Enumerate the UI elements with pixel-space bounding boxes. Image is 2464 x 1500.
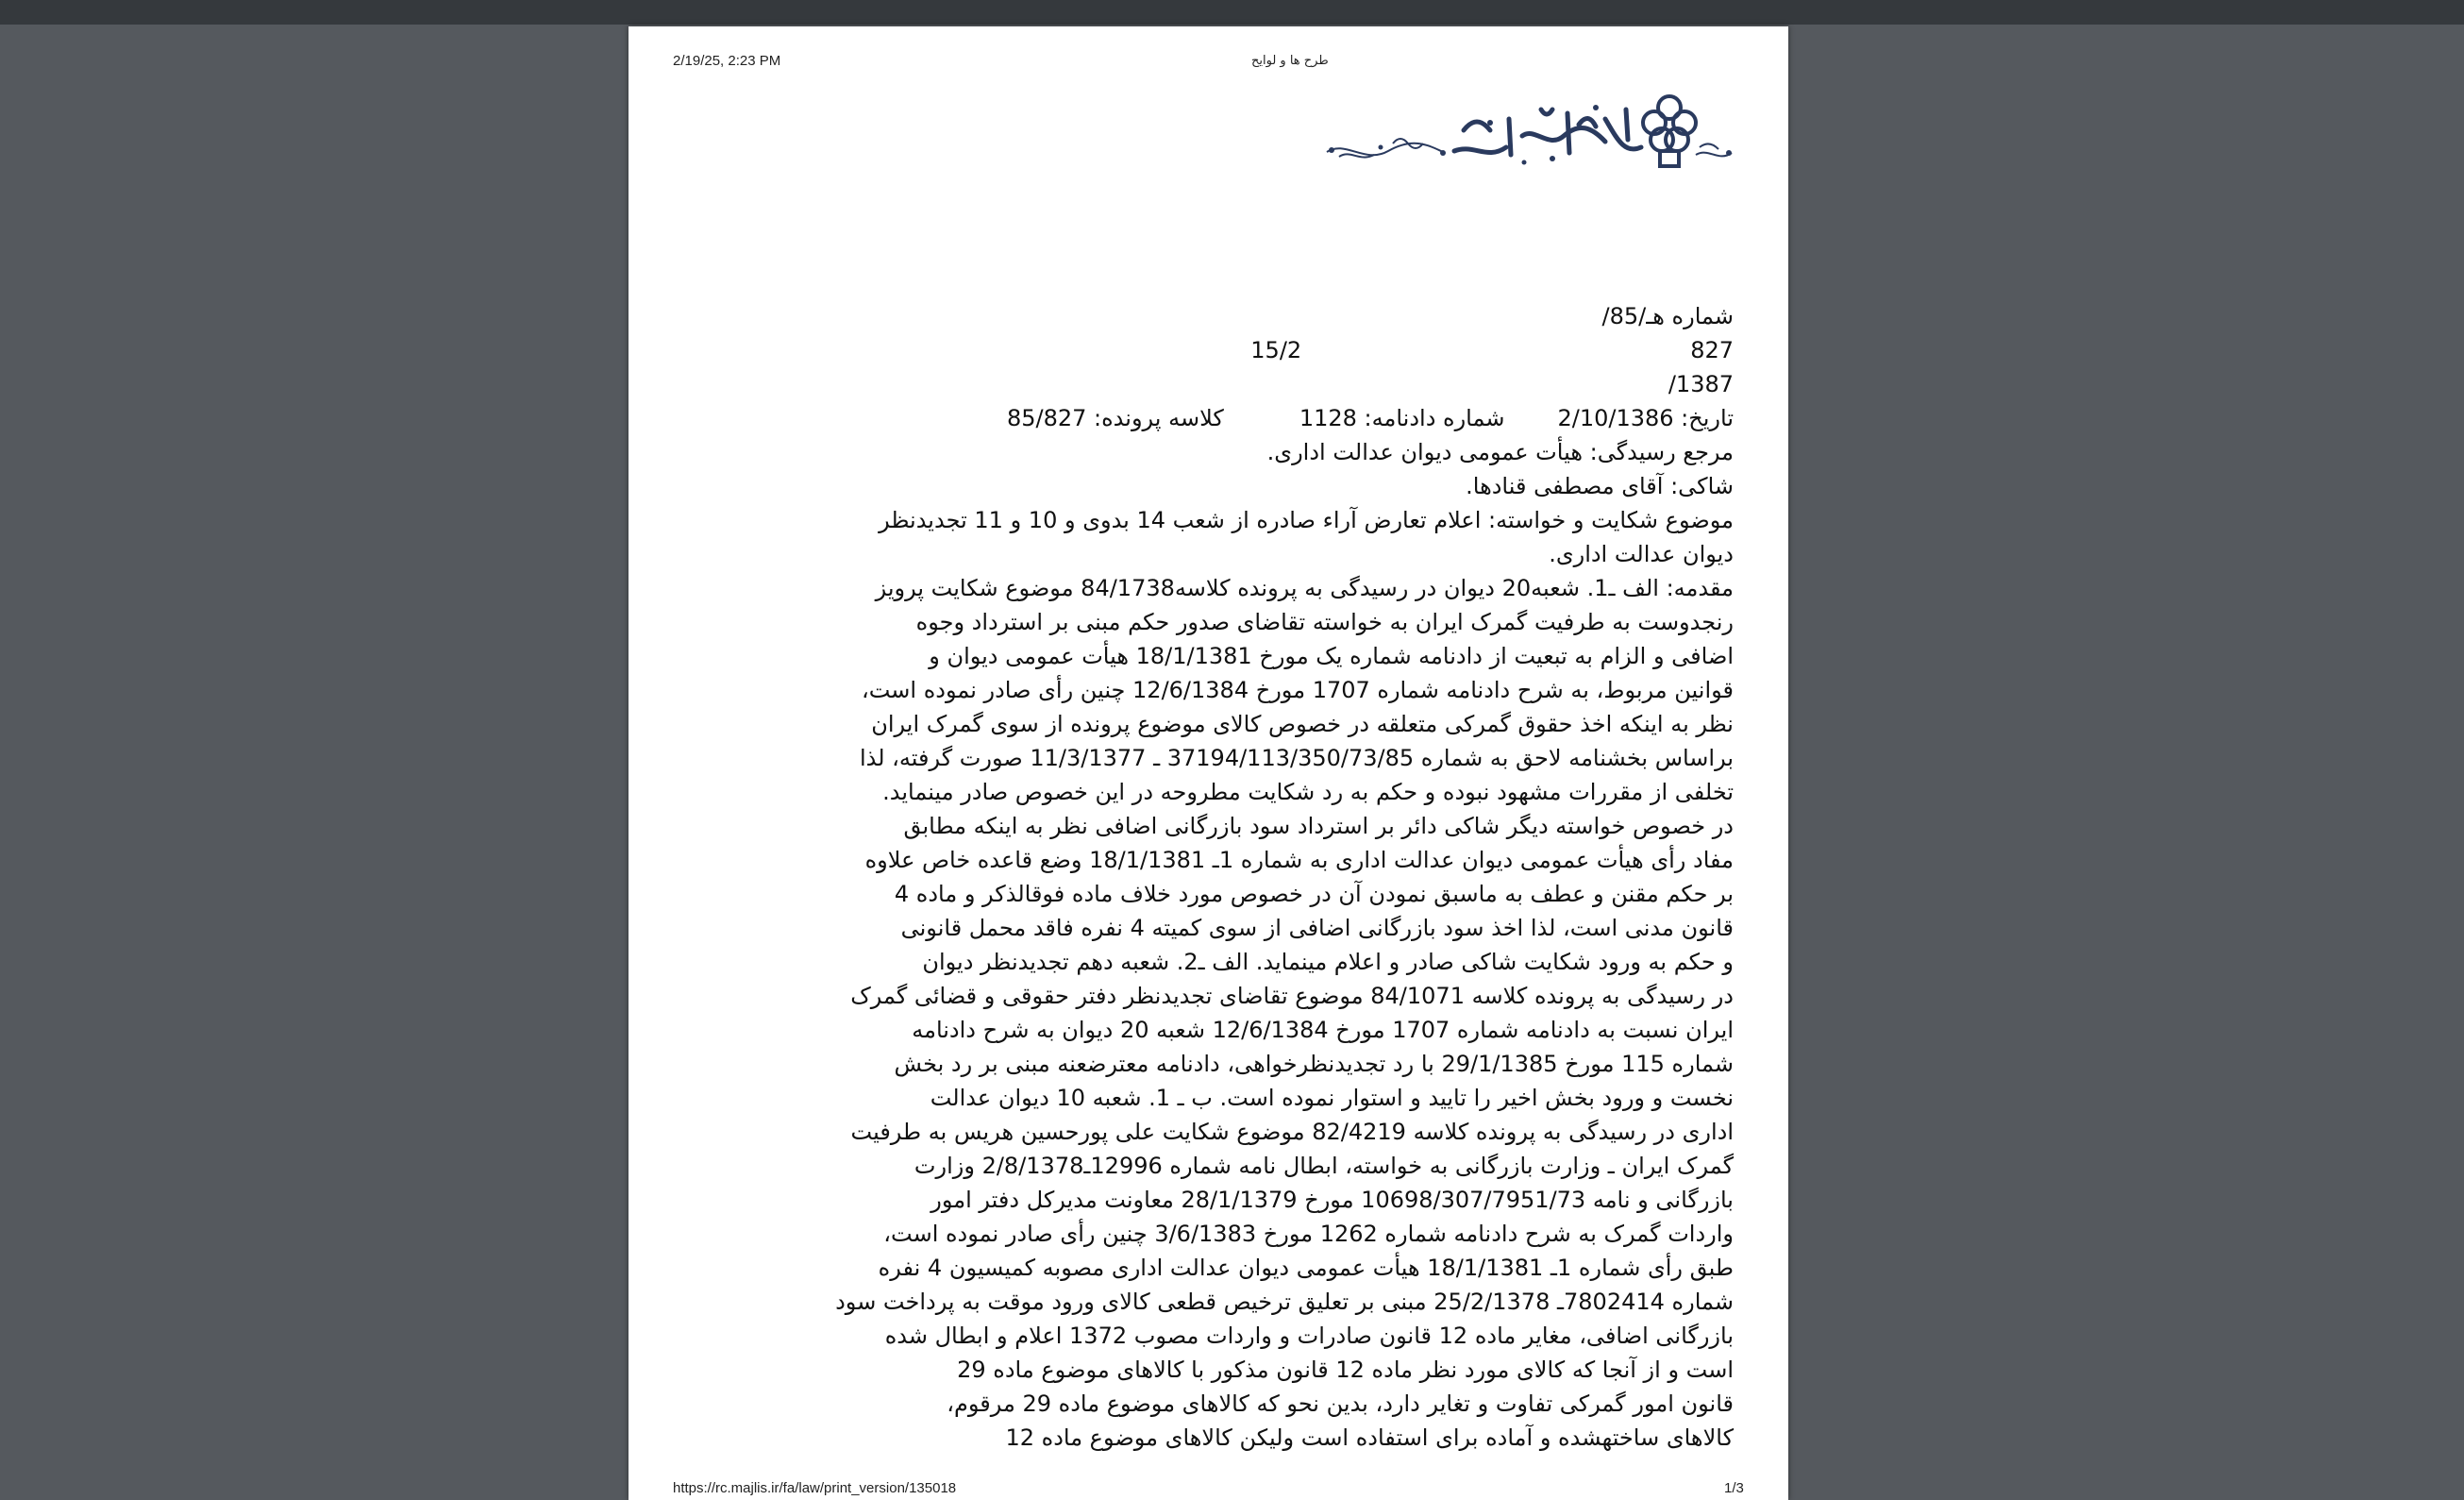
majlis-research-center-logo (1322, 81, 1734, 176)
verdict-text-line: شماره 7802414ـ 25/2/1378 مبنی بر تعلیق ترخیص قطعی کالای ورود موقت به پرداخت سود (835, 1289, 1734, 1315)
document-body (835, 299, 1734, 1455)
verdict-text-line: بر حکم مقنن و عطف به ماسبق نمودن آن در خصوص مورد خلاف ماده فوقالذکر و ماده 4 (894, 881, 1734, 907)
verdict-text-line: مفاد رأی هیأت عمومی دیوان عدالت اداری به شماره 1ـ 18/1/1381 وضع قاعده خاص علاوه (864, 847, 1734, 873)
print-datetime: 2/19/25, 2:23 PM (673, 53, 781, 69)
verdict-number: شماره دادنامه: 1128 (1299, 405, 1505, 431)
verdict-text-line: دیوان عدالت اداری. (1549, 541, 1734, 567)
verdict-text-line: و حکم به ورود شکایت شاکی صادر و اعلام مینماید. الف ـ2. شعبه دهم تجدیدنظر دیوان (922, 949, 1734, 975)
verdict-meta-row (865, 401, 1734, 435)
print-section-title: طرح ها و لوایح (1251, 54, 1329, 68)
verdict-text-line: قوانین مربوط، به شرح دادنامه شماره 1707 مورخ 12/6/1384 چنین رأی صادر نموده است، (861, 677, 1734, 703)
verdict-text-line: واردات گمرک به شرح دادنامه شماره 1262 مورخ 3/6/1383 چنین رأی صادر نموده است، (883, 1221, 1734, 1247)
document-number-line (865, 333, 1734, 367)
verdict-text-line: اضافی و الزام به تبعیت از دادنامه شماره یک مورخ 18/1/1381 هیأت عمومی دیوان و (929, 643, 1734, 669)
verdict-text-line: رنجدوست به طرفیت گمرک ایران به خواسته تقاضای صدور حکم مبنی بر استرداد وجوه (915, 609, 1734, 635)
verdict-text-line: بازرگانی اضافی، مغایر ماده 12 قانون صادرات و واردات مصوب 1372 اعلام و ابطال شده (884, 1323, 1734, 1349)
verdict-text-line: نخست و ورود بخش اخیر را تایید و استوار نموده است. ب ـ 1. شعبه 10 دیوان عدالت (930, 1085, 1734, 1111)
print-source-url: https://rc.majlis.ir/fa/law/print_version/135018 (673, 1480, 957, 1496)
verdict-text-line: براساس بخشنامه لاحق به شماره 37194/113/350/73/85 ـ 11/3/1377 صورت گرفته، لذا (859, 745, 1734, 771)
verdict-text (835, 435, 1734, 1455)
verdict-text-line: قانون امور گمرکی تفاوت و تغایر دارد، بدین نحو که کالاهای موضوع ماده 29 مرقوم، (947, 1390, 1734, 1417)
document-page (629, 26, 1788, 1500)
verdict-text-line: موضوع شکایت و خواسته: اعلام تعارض آراء صادره از شعب 14 بدوی و 10 و 11 تجدیدنظر (879, 507, 1734, 533)
verdict-text-line: نظر به اینکه اخذ حقوق گمرکی متعلقه در خصوص کالای موضوع پرونده از سوی گمرک ایران (871, 711, 1734, 737)
verdict-text-line: است و از آنجا که کالای مورد نظر ماده 12 قانون مذکور با کالاهای موضوع ماده 29 (957, 1357, 1734, 1383)
verdict-text-line: در رسیدگی به پرونده کلاسه 84/1071 موضوع تقاضای تجدیدنظر دفتر حقوقی و قضائی گمرک (850, 983, 1734, 1009)
verdict-text-line: تخلفی از مقررات مشهود نبوده و حکم به رد شکایت مطروحه در این خصوص صادر مینماید. (882, 779, 1734, 805)
verdict-text-line: ایران نسبت به دادنامه شماره 1707 مورخ 12/6/1384 شعبه 20 دیوان به شرح دادنامه (912, 1017, 1734, 1043)
viewer-toolbar (0, 0, 2464, 25)
verdict-text-line: گمرک ایران ـ وزارت بازرگانی به خواسته، ابطال نامه شماره 12996ـ2/8/1378 وزارت (914, 1153, 1734, 1179)
verdict-text-line: بازرگانی و نامه 10698/307/7951/73 مورخ 28/1/1379 معاونت مدیرکل دفتر امور (930, 1187, 1734, 1213)
verdict-text-line: در خصوص خواسته دیگر شاکی دائر بر استرداد سود بازرگانی اضافی نظر به اینکه مطابق (903, 813, 1734, 839)
page-indicator: 1/3 (1724, 1480, 1744, 1496)
verdict-text-line: قانون مدنی است، لذا اخذ سود بازرگانی اضافی از سوی کمیته 4 نفره فاقد محمل قانونی (900, 915, 1734, 941)
verdict-text-line: مقدمه: الف ـ1. شعبه20 دیوان در رسیدگی به پرونده کلاسه84/1738 موضوع شکایت پرویز (875, 575, 1734, 601)
document-number-line: شماره هـ/85/ (1601, 303, 1734, 329)
verdict-text-line: اداری در رسیدگی به پرونده کلاسه 82/4219 موضوع شکایت علی پورحسین هریس به طرفیت (850, 1119, 1734, 1145)
document-number-part: 15/2 (1250, 337, 1302, 363)
verdict-text-line: کالاهای ساختهشده و آماده برای استفاده است ولیکن کالاهای موضوع ماده 12 (1005, 1424, 1734, 1451)
case-class: کلاسه پرونده: 85/827 (1006, 405, 1224, 431)
document-number-line: 1387/ (1668, 371, 1734, 397)
verdict-text-line: مرجع رسیدگی: هیأت عمومی دیوان عدالت اداری. (1266, 439, 1734, 465)
verdict-text-line: شماره 115 مورخ 29/1/1385 با رد تجدیدنظرخواهی، دادنامه معترضعنه مبنی بر رد بخش (894, 1051, 1734, 1077)
verdict-text-line: شاکی: آقای مصطفی قنادها. (1466, 473, 1734, 499)
verdict-text-line: طبق رأی شماره 1ـ 18/1/1381 هیأت عمومی دیوان عدالت اداری مصوبه کمیسیون 4 نفره (878, 1255, 1734, 1281)
verdict-date: تاریخ: 2/10/1386 (1557, 405, 1734, 431)
document-number-part: 827 (1690, 337, 1734, 363)
